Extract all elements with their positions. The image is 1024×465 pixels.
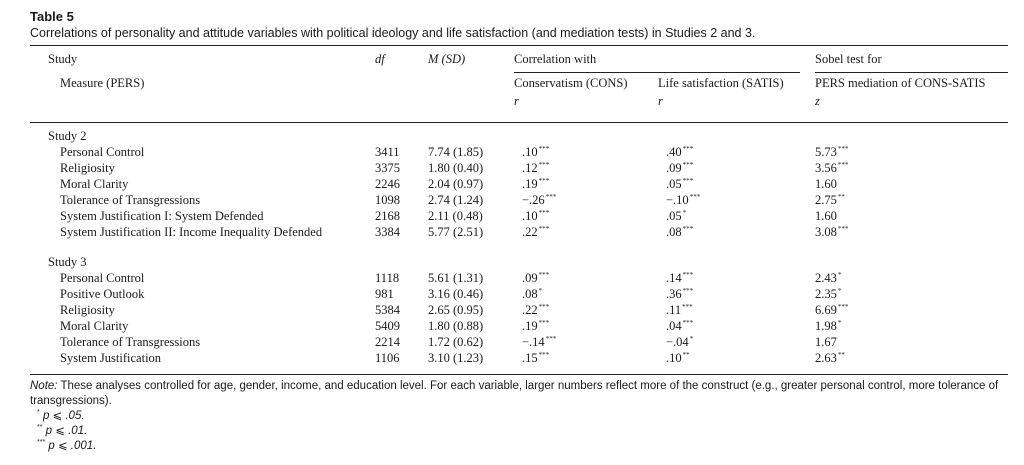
cons-cell bbox=[522, 286, 542, 302]
table-row bbox=[30, 176, 1008, 192]
header-measure: Measure (PERS) bbox=[60, 76, 145, 90]
table-row bbox=[30, 270, 1008, 286]
z-cell bbox=[815, 350, 845, 366]
satis-value: .14 bbox=[666, 271, 682, 285]
satis-cell bbox=[666, 160, 693, 176]
z-value: 1.60 bbox=[815, 209, 837, 223]
cons-cell bbox=[522, 302, 549, 318]
z-value: 3.08 bbox=[815, 225, 837, 239]
table-row bbox=[30, 350, 1008, 366]
measure-cell: Tolerance of Transgressions bbox=[60, 193, 201, 207]
cons-cell bbox=[522, 350, 549, 366]
study-heading: Study 2 bbox=[48, 129, 87, 143]
z-cell bbox=[815, 302, 848, 318]
df-cell: 2168 bbox=[375, 209, 400, 223]
z-significance: * bbox=[837, 271, 842, 279]
msd-cell: 2.74 (1.24) bbox=[428, 193, 484, 207]
measure-cell: Religiosity bbox=[60, 303, 115, 317]
z-value: 2.75 bbox=[815, 193, 837, 207]
study-heading: Study 3 bbox=[48, 255, 87, 269]
cons-significance: *** bbox=[538, 319, 550, 327]
header-msd-text: M (SD) bbox=[428, 52, 466, 66]
cons-value: .10 bbox=[522, 209, 538, 223]
satis-value: .04 bbox=[666, 319, 682, 333]
msd-cell: 7.74 (1.85) bbox=[428, 145, 484, 159]
cons-significance: *** bbox=[538, 177, 550, 185]
satis-cell bbox=[666, 176, 693, 192]
df-cell: 2246 bbox=[375, 177, 400, 191]
satis-value: .40 bbox=[666, 145, 682, 159]
cons-value: .12 bbox=[522, 161, 538, 175]
z-cell bbox=[815, 286, 841, 302]
cons-significance: *** bbox=[538, 271, 550, 279]
cons-value: .08 bbox=[522, 287, 538, 301]
header-correlation-with: Correlation with bbox=[514, 52, 597, 66]
satis-value: .05 bbox=[666, 177, 682, 191]
df-cell: 5409 bbox=[375, 319, 400, 333]
footnote-3-mark: *** bbox=[37, 439, 46, 446]
satis-cell bbox=[666, 224, 693, 240]
msd-cell: 1.80 (0.40) bbox=[428, 161, 484, 175]
z-value: 6.69 bbox=[815, 303, 837, 317]
z-significance: ** bbox=[837, 351, 845, 359]
cons-significance: *** bbox=[538, 145, 550, 153]
table-row bbox=[30, 286, 1008, 302]
satis-significance: *** bbox=[682, 177, 694, 185]
z-value: 1.60 bbox=[815, 177, 837, 191]
msd-cell: 5.61 (1.31) bbox=[428, 271, 484, 285]
table-row bbox=[30, 160, 1008, 176]
cons-cell bbox=[522, 270, 549, 286]
satis-value: .36 bbox=[666, 287, 682, 301]
note-line bbox=[30, 379, 1008, 409]
z-cell bbox=[815, 160, 848, 176]
footnote-2 bbox=[30, 424, 1008, 439]
measure-cell: Moral Clarity bbox=[60, 319, 129, 333]
cons-significance: *** bbox=[538, 209, 550, 217]
measure-cell: Moral Clarity bbox=[60, 177, 129, 191]
satis-significance: *** bbox=[689, 193, 701, 201]
cons-value: −.14 bbox=[522, 335, 545, 349]
cons-cell bbox=[522, 208, 549, 224]
df-cell: 5384 bbox=[375, 303, 400, 317]
z-value: 2.35 bbox=[815, 287, 837, 301]
cons-significance: *** bbox=[538, 351, 550, 359]
satis-cell bbox=[666, 302, 693, 318]
cons-value: .10 bbox=[522, 145, 538, 159]
table-header bbox=[30, 46, 1008, 122]
study-heading-row bbox=[30, 254, 1008, 270]
cons-cell bbox=[522, 144, 549, 160]
z-value: 1.67 bbox=[815, 335, 837, 349]
header-satis: Life satisfaction (SATIS) bbox=[658, 76, 784, 90]
satis-significance: * bbox=[689, 335, 694, 343]
satis-cell bbox=[666, 286, 693, 302]
satis-significance: *** bbox=[682, 225, 694, 233]
header-sobel-sub: PERS mediation of CONS-SATIS bbox=[815, 76, 986, 90]
df-cell: 981 bbox=[375, 287, 394, 301]
z-significance: * bbox=[837, 319, 842, 327]
study-heading-row bbox=[30, 128, 1008, 144]
cons-cell bbox=[522, 318, 549, 334]
satis-value: .08 bbox=[666, 225, 682, 239]
table-body bbox=[30, 123, 1008, 366]
cons-value: .19 bbox=[522, 319, 538, 333]
cons-cell bbox=[522, 192, 556, 208]
correlation-subrule bbox=[514, 72, 800, 73]
z-value: 2.63 bbox=[815, 351, 837, 365]
header-cons: Conservatism (CONS) bbox=[514, 76, 628, 90]
cons-value: .22 bbox=[522, 225, 538, 239]
z-significance: *** bbox=[837, 225, 849, 233]
satis-cell bbox=[666, 318, 693, 334]
satis-significance: * bbox=[682, 209, 687, 217]
satis-cell bbox=[666, 208, 686, 224]
cons-significance: *** bbox=[538, 303, 550, 311]
footnote-2-text: p ⩽ .01. bbox=[45, 425, 88, 437]
measure-cell: Personal Control bbox=[60, 271, 145, 285]
footnote-3 bbox=[30, 439, 1008, 454]
satis-value: −.04 bbox=[666, 335, 689, 349]
cons-significance: *** bbox=[538, 225, 550, 233]
cons-value: .22 bbox=[522, 303, 538, 317]
z-value: 2.43 bbox=[815, 271, 837, 285]
satis-significance: *** bbox=[682, 145, 694, 153]
table-row bbox=[30, 192, 1008, 208]
z-cell bbox=[815, 270, 841, 286]
z-cell bbox=[815, 176, 838, 192]
satis-value: .11 bbox=[666, 303, 682, 317]
msd-cell: 2.65 (0.95) bbox=[428, 303, 484, 317]
z-significance: ** bbox=[837, 193, 845, 201]
measure-cell: System Justification I: System Defended bbox=[60, 209, 264, 223]
satis-cell bbox=[666, 334, 693, 350]
table-row bbox=[30, 208, 1008, 224]
measure-cell: System Justification bbox=[60, 351, 162, 365]
table-figure bbox=[30, 8, 1008, 454]
df-cell: 3411 bbox=[375, 145, 400, 159]
bottom-rule bbox=[30, 374, 1008, 375]
satis-cell bbox=[666, 192, 700, 208]
df-cell: 1098 bbox=[375, 193, 400, 207]
cons-cell bbox=[522, 160, 549, 176]
cons-cell bbox=[522, 176, 549, 192]
header-z: z bbox=[815, 94, 820, 108]
satis-significance: *** bbox=[682, 303, 693, 311]
z-value: 1.98 bbox=[815, 319, 837, 333]
note-text: These analyses controlled for age, gender, income, and education level. For each variable, larger numbers reflect more of the construct (e.g., greater personal control, more tolerance of transgressions). bbox=[30, 380, 999, 407]
measure-cell: Personal Control bbox=[60, 145, 145, 159]
msd-cell: 3.16 (0.46) bbox=[428, 287, 484, 301]
z-value: 3.56 bbox=[815, 161, 837, 175]
cons-cell bbox=[522, 224, 549, 240]
measure-cell: Religiosity bbox=[60, 161, 115, 175]
table-row bbox=[30, 302, 1008, 318]
cons-significance: *** bbox=[545, 335, 557, 343]
z-cell bbox=[815, 208, 838, 224]
satis-significance: ** bbox=[682, 351, 690, 359]
satis-cell bbox=[666, 270, 693, 286]
table-row bbox=[30, 334, 1008, 350]
df-cell: 2214 bbox=[375, 335, 400, 349]
z-significance: *** bbox=[837, 161, 849, 169]
msd-cell: 3.10 (1.23) bbox=[428, 351, 484, 365]
msd-cell: 5.77 (2.51) bbox=[428, 225, 484, 239]
table-row bbox=[30, 318, 1008, 334]
z-value: 5.73 bbox=[815, 145, 837, 159]
header-sobel-title: Sobel test for bbox=[815, 52, 882, 66]
sobel-subrule bbox=[815, 72, 1008, 73]
df-cell: 3384 bbox=[375, 225, 400, 239]
header-r-cons: r bbox=[514, 94, 519, 108]
table-label: Table 5 bbox=[30, 9, 74, 24]
satis-value: .10 bbox=[666, 351, 682, 365]
cons-value: .19 bbox=[522, 177, 538, 191]
df-cell: 3375 bbox=[375, 161, 400, 175]
satis-value: .09 bbox=[666, 161, 682, 175]
df-cell: 1106 bbox=[375, 351, 400, 365]
satis-significance: *** bbox=[682, 287, 694, 295]
z-cell bbox=[815, 224, 848, 240]
satis-value: −.10 bbox=[666, 193, 689, 207]
table-caption: Correlations of personality and attitude variables with political ideology and life satisfaction (and mediation tests) in Studies 2 and 3. bbox=[30, 26, 756, 40]
msd-cell: 2.04 (0.97) bbox=[428, 177, 484, 191]
z-cell bbox=[815, 192, 845, 208]
footnote-1 bbox=[30, 409, 1008, 424]
table-row bbox=[30, 144, 1008, 160]
table-notes bbox=[30, 379, 1008, 454]
msd-cell: 1.72 (0.62) bbox=[428, 335, 484, 349]
study-spacer bbox=[30, 240, 1008, 254]
cons-value: .15 bbox=[522, 351, 538, 365]
satis-significance: *** bbox=[682, 319, 694, 327]
z-cell bbox=[815, 318, 841, 334]
cons-value: .09 bbox=[522, 271, 538, 285]
satis-cell bbox=[666, 350, 690, 366]
footnote-1-mark: * bbox=[37, 409, 40, 416]
satis-value: .05 bbox=[666, 209, 682, 223]
z-cell bbox=[815, 144, 848, 160]
cons-value: −.26 bbox=[522, 193, 545, 207]
cons-cell bbox=[522, 334, 556, 350]
msd-cell: 1.80 (0.88) bbox=[428, 319, 484, 333]
header-r-satis: r bbox=[658, 94, 663, 108]
footnote-3-text: p ⩽ .001. bbox=[48, 440, 97, 452]
z-significance: *** bbox=[837, 145, 849, 153]
cons-significance: * bbox=[538, 287, 543, 295]
z-significance: * bbox=[837, 287, 842, 295]
z-cell bbox=[815, 334, 838, 350]
footnote-2-mark: ** bbox=[37, 424, 43, 431]
satis-significance: *** bbox=[682, 271, 694, 279]
df-cell: 1118 bbox=[375, 271, 400, 285]
header-study: Study bbox=[48, 52, 78, 66]
measure-cell: Tolerance of Transgressions bbox=[60, 335, 201, 349]
note-label: Note: bbox=[30, 380, 58, 392]
satis-cell bbox=[666, 144, 693, 160]
measure-cell: System Justification II: Income Inequality Defended bbox=[60, 225, 323, 239]
footnote-1-text: p ⩽ .05. bbox=[42, 410, 85, 422]
msd-cell: 2.11 (0.48) bbox=[428, 209, 483, 223]
measure-cell: Positive Outlook bbox=[60, 287, 145, 301]
cons-significance: *** bbox=[538, 161, 550, 169]
z-significance: *** bbox=[837, 303, 849, 311]
header-msd bbox=[428, 52, 465, 67]
satis-significance: *** bbox=[682, 161, 694, 169]
cons-significance: *** bbox=[545, 193, 557, 201]
header-df: df bbox=[375, 52, 385, 66]
table-row bbox=[30, 224, 1008, 240]
